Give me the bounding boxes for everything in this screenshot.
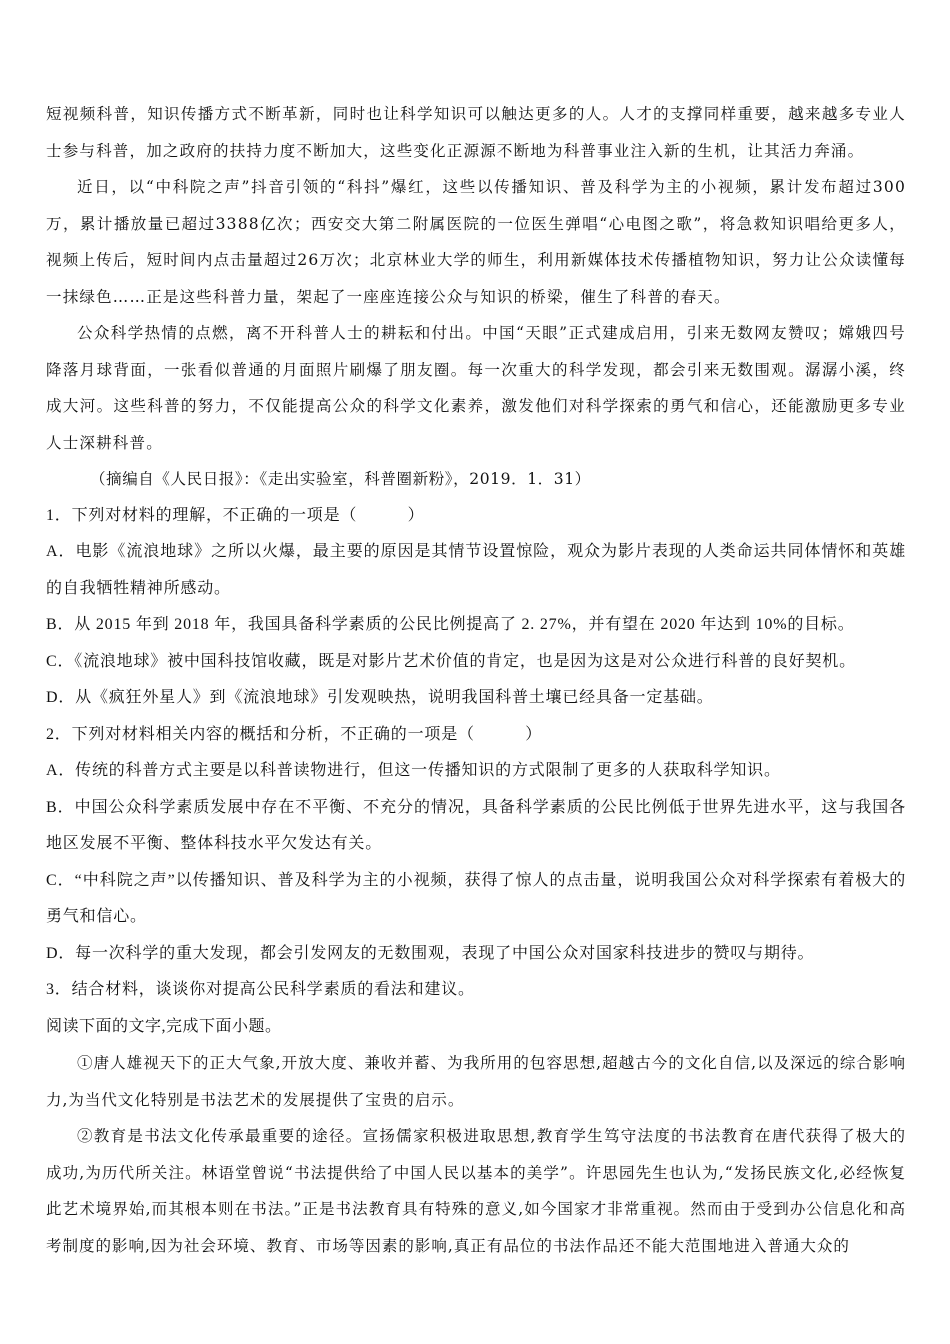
section-paragraph-1: ①唐人雄视天下的正大气象,开放大度、兼收并蓄、为我所用的包容思想,超越古今的文化自信,以及深远的综合影响力,为当代文化特别是书法艺术的发展提供了宝贵的启示。 <box>46 1054 906 1109</box>
question-1-option-c: C．《流浪地球》被中国科技馆收藏，既是对影片艺术价值的肯定，也是因为这是对公众进行科普的良好契机。 <box>46 652 856 670</box>
question-1: 1．下列对材料的理解，不正确的一项是（ ） <box>46 506 425 524</box>
question-2-option-a: A．传统的科普方式主要是以科普读物进行，但这一传播知识的方式限制了更多的人获取科学知识。 <box>46 762 781 779</box>
question-1-option-b: B．从 2015 年到 2018 年，我国具备科学素质的公民比例提高了 2. 27%，并有望在 2020 年达到 10%的目标。 <box>46 616 855 633</box>
question-2-option-c: C．“中科院之声”以传播知识、普及科学为主的小视频，获得了惊人的点击量，说明我国公众对科学探索有着极大的勇气和信心。 <box>46 871 906 925</box>
article-paragraph-2: 近日，以“中科院之声”抖音引领的“科抖”爆红，这些以传播知识、普及科学为主的小视频，累计发布超过300万，累计播放量已超过3388亿次；西安交大第二附属医院的一位医生弹唱“心电图之歌”，将急救知识唱给更多人，视频上传后，短时间内点击量超过26万次；北京林业大学的师生，利用新媒体技术传播植物知识，努力让公众读懂每一抹绿色……正是这些科普力量，架起了一座座连接公众与知识的桥梁，催生了科普的春天。 <box>46 178 906 306</box>
section-intro: 阅读下面的文字,完成下面小题。 <box>46 1017 282 1035</box>
article-source: （摘编自《人民日报》：《走出实验室，科普圈新粉》，2019．1．31） <box>90 470 591 488</box>
article-paragraph-1: 短视频科普，知识传播方式不断革新，同时也让科学知识可以触达更多的人。人才的支撑同样重要，越来越多专业人士参与科普，加之政府的扶持力度不断加大，这些变化正源源不断地为科普事业注入新的生机，让其活力奔涌。 <box>46 105 906 160</box>
question-2-option-d: D．每一次科学的重大发现，都会引发网友的无数围观，表现了中国公众对国家科技进步的赞叹与期待。 <box>46 944 815 962</box>
question-2: 2．下列对材料相关内容的概括和分析，不正确的一项是（ ） <box>46 725 543 743</box>
question-3: 3．结合材料，谈谈你对提高公民科学素质的看法和建议。 <box>46 981 475 998</box>
section-paragraph-2: ②教育是书法文化传承最重要的途径。宣扬儒家积极进取思想,教育学生笃守法度的书法教育在唐代获得了极大的成功,为历代所关注。林语堂曾说“书法提供给了中国人民以基本的美学”。许思园先生也认为,“发扬民族文化,必经恢复此艺术境界始,而其根本则在书法。”正是书法教育具有特殊的意义,如今国家才非常重视。然而由于受到办公信息化和高考制度的影响,因为社会环境、教育、市场等因素的影响,真正有品位的书法作品还不能大范围地进入普通大众的 <box>46 1127 906 1255</box>
question-1-option-a: A．电影《流浪地球》之所以火爆，最主要的原因是其情节设置惊险，观众为影片表现的人类命运共同体情怀和英雄的自我牺牲精神所感动。 <box>46 543 906 597</box>
document-page <box>46 96 906 1264</box>
question-2-option-b: B．中国公众科学素质发展中存在不平衡、不充分的情况，具备科学素质的公民比例低于世界先进水平，这与我国各地区发展不平衡、整体科技水平欠发达有关。 <box>46 798 906 852</box>
article-paragraph-3: 公众科学热情的点燃，离不开科普人士的耕耘和付出。中国“天眼”正式建成启用，引来无数网友赞叹；嫦娥四号降落月球背面，一张看似普通的月面照片刷爆了朋友圈。每一次重大的科学发现，都会引来无数围观。潺潺小溪，终成大河。这些科普的努力，不仅能提高公众的科学文化素养，激发他们对科学探索的勇气和信心，还能激励更多专业人士深耕科普。 <box>46 324 906 452</box>
question-1-option-d: D．从《疯狂外星人》到《流浪地球》引发观映热，说明我国科普土壤已经具备一定基础。 <box>46 689 714 706</box>
